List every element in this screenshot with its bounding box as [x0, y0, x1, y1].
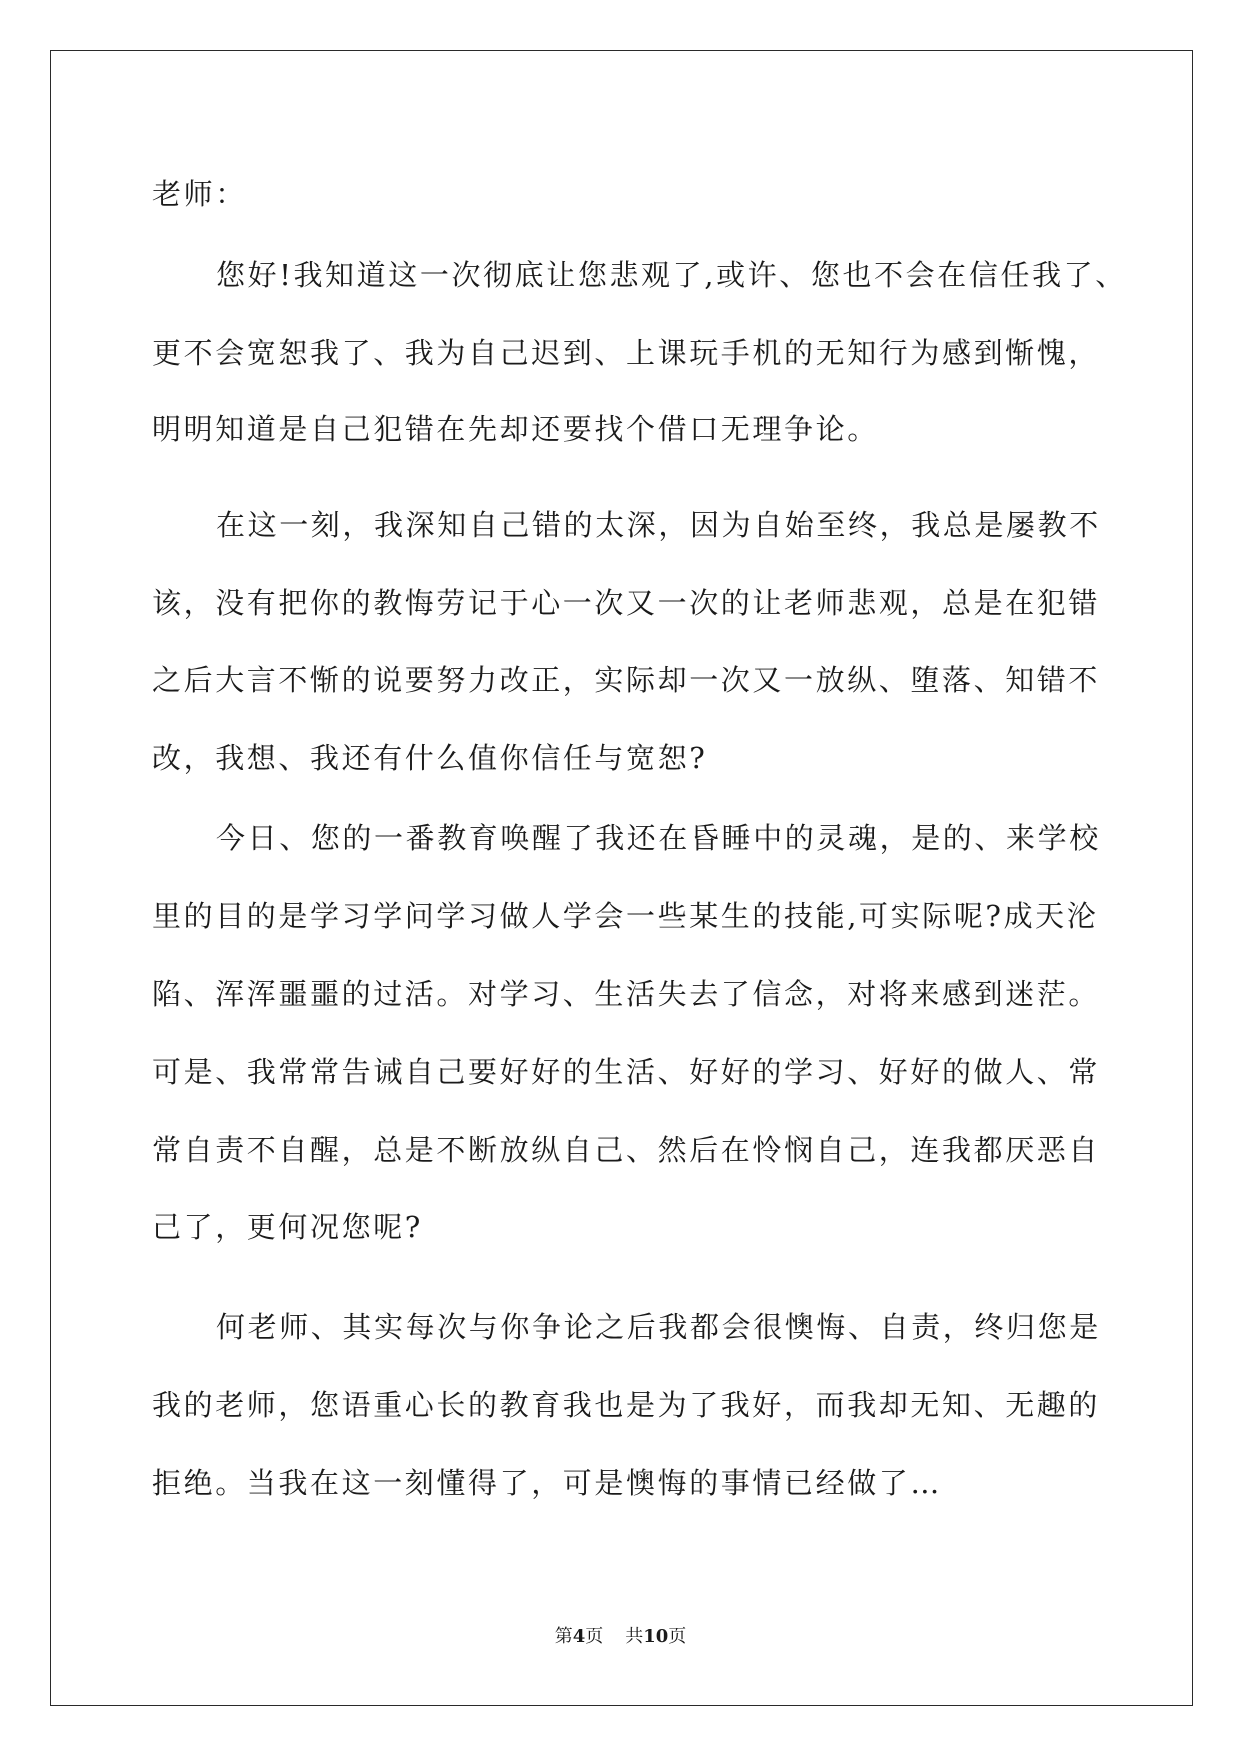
paragraph-line: 今日、您的一番教育唤醒了我还在昏睡中的灵魂，是的、来学校	[216, 821, 1101, 855]
page-prefix: 第	[554, 1626, 573, 1647]
paragraph-line: 您好!我知道这一次彻底让您悲观了,或许、您也不会在信任我了、	[216, 258, 1127, 292]
paragraph-line: 我的老师，您语重心长的教育我也是为了我好，而我却无知、无趣的	[152, 1388, 1101, 1422]
paragraph-line: 明明知道是自己犯错在先却还要找个借口无理争论。	[152, 412, 879, 446]
paragraph-line: 里的目的是学习学问学习做人学会一些某生的技能,可实际呢?成天沦	[152, 899, 1099, 933]
total-suffix: 页	[668, 1626, 687, 1647]
page-number: 4	[572, 1626, 586, 1647]
paragraph-line: 何老师、其实每次与你争论之后我都会很懊悔、自责，终归您是	[216, 1310, 1101, 1344]
paragraph-line: 陷、浑浑噩噩的过活。对学习、生活失去了信念，对将来感到迷茫。	[152, 977, 1101, 1011]
paragraph-line: 己了，更何况您呢?	[152, 1210, 423, 1244]
paragraph-line: 常自责不自醒，总是不断放纵自己、然后在怜悯自己，连我都厌恶自	[152, 1133, 1101, 1167]
paragraph-line: 在这一刻，我深知自己错的太深，因为自始至终，我总是屡教不	[216, 508, 1101, 542]
paragraph-line: 可是、我常常告诫自己要好好的生活、好好的学习、好好的做人、常	[152, 1055, 1101, 1089]
page-suffix: 页	[585, 1626, 604, 1647]
paragraph-line: 更不会宽恕我了、我为自己迟到、上课玩手机的无知行为感到惭愧，	[152, 336, 1101, 370]
page-footer	[0, 1625, 1241, 1649]
paragraph-line: 拒绝。当我在这一刻懂得了，可是懊悔的事情已经做了…	[152, 1466, 943, 1500]
paragraph-line: 之后大言不惭的说要努力改正，实际却一次又一放纵、堕落、知错不	[152, 663, 1101, 697]
total-pages: 10	[643, 1626, 669, 1647]
paragraph-line: 改，我想、我还有什么值你信任与宽恕?	[152, 741, 708, 775]
salutation: 老师：	[152, 177, 247, 211]
paragraph-line: 该，没有把你的教悔劳记于心一次又一次的让老师悲观，总是在犯错	[152, 586, 1101, 620]
page-border	[50, 50, 1193, 1706]
total-prefix: 共	[625, 1626, 644, 1647]
